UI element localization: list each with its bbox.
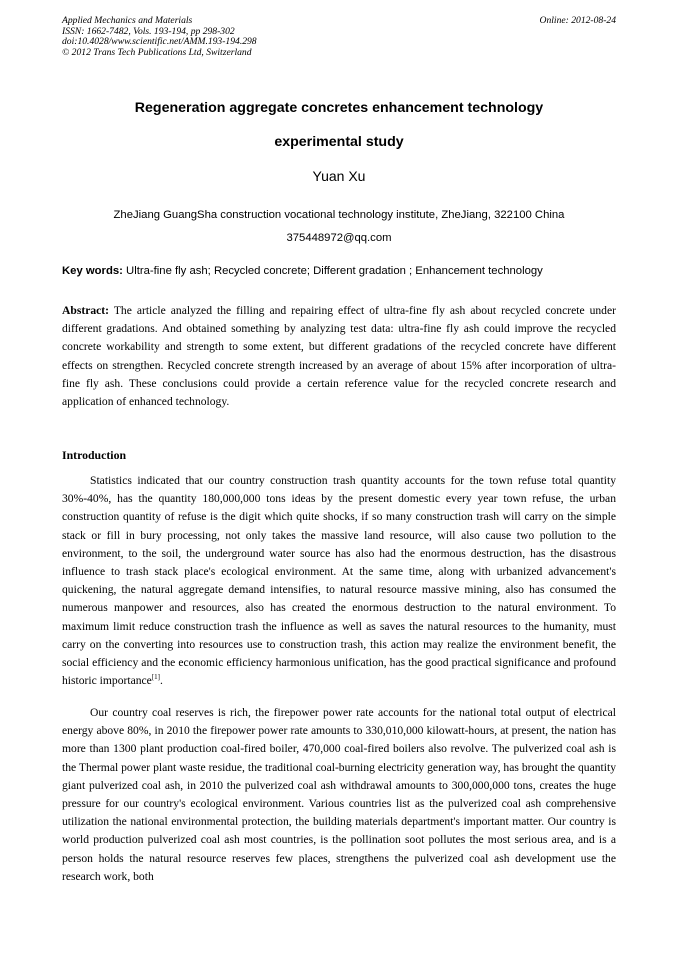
doi-line: doi:10.4028/www.scientific.net/AMM.193-194.298 — [62, 36, 257, 48]
intro-paragraph-2: Our country coal reserves is rich, the firepower power rate accounts for the national total output of electrical energy above 80%, in 2010 the firepower power rate amounts to 330,010,000 kilowatt-hours, at present, the nation has more than 1300 plant production coal-fired boiler, 470,000 coal-fired boilers also revolve. The pulverized coal ash is the Thermal power plant waste residue, the traditional coal-burning electricity generation way, has brought the quantity giant pulverized coal ash, in 2010 the pulverized coal ash withdrawal amounts to 300,000,000 tons, creates the huge pressure for our country's ecological environment. Various countries list as the pulverized coal ash comprehensive utilization the national environmental protection, the building materials department's important matter. Our country is world production pulverized coal ash most countries, is the pollination soot pollutes the most serious area, and is a person holds the natural resource reserves few places, strengthens the pulverized coal ash development use the research work, both — [62, 706, 616, 883]
paper-title — [62, 91, 616, 159]
abstract-text: The article analyzed the filling and repairing effect of ultra-fine fly ash about recycled concrete under different gradations. And obtained something by analyzing test data: ultra-fine fly ash could improve the recycled concrete workability and strength to some extent, but different gradations of the recycled concrete have different effects on strengthen. Recycled concrete strength increased by an average of about 15% after incorporation of ultra-fine fly ash. These conclusions could provide a certain reference value for the recycled concrete research and application of enhanced technology. — [62, 304, 616, 409]
copyright-line: © 2012 Trans Tech Publications Ltd, Switzerland — [62, 46, 252, 58]
abstract-label: Abstract: — [62, 304, 110, 317]
online-date: Online: 2012-08-24 — [539, 15, 616, 26]
keywords-label: Key words: — [62, 265, 123, 277]
citation-ref: [1] — [151, 673, 160, 682]
keywords — [62, 265, 616, 277]
title-line-1: Regeneration aggregate concretes enhancement technology — [134, 100, 544, 116]
author-name: Yuan Xu — [312, 168, 366, 184]
affiliation-line: ZheJiang GuangSha construction vocational technology institute, ZheJiang, 322100 China — [113, 209, 565, 221]
intro-paragraph-1-text: Statistics indicated that our country construction trash quantity accounts for the town refuse total quantity 30%-40%, has the quantity 180,000,000 tons ideas by the present domestic every year town refuse, the urban construction quantity of refuse is the digit which quite shocks, if so many construction trash will carry on the simple stack or fill in bury processing, not only takes the massive land resource, will also cause two pollution to the environment, to the soil, the underground water source has also had the enormous destruction, has the disastrous influence to trash stack place's ecological environment. At the same time, along with urbanized advancement's quickening, the natural aggregate demand intensifies, to natural resource massive mining, also has consumed the numerous manpower and resources, also has created the enormous destruction to the natural environment. To maximum limit reduce construction trash the influence as well as saves the natural resources to the humanity, must carry on the converting into resources use to construction trash, this action may realize the environment benefit, the social efficiency and the economic efficiency harmonious unification, has the good practical significance and profound historic importance — [62, 474, 616, 688]
keywords-text: Ultra-fine fly ash; Recycled concrete; Different gradation ; Enhancement technology — [126, 265, 543, 277]
abstract — [62, 302, 616, 411]
author-affiliation — [62, 204, 616, 250]
issn-line: ISSN: 1662-7482, Vols. 193-194, pp 298-302 — [62, 25, 235, 37]
journal-name: Applied Mechanics and Materials — [62, 15, 193, 26]
journal-header — [62, 16, 616, 58]
intro-paragraph-1-end: . — [160, 674, 163, 688]
intro-paragraph-1 — [62, 472, 616, 690]
title-line-2: experimental study — [274, 134, 404, 150]
author-email: 375448972@qq.com — [286, 232, 392, 244]
introduction-heading: Introduction — [62, 448, 127, 462]
